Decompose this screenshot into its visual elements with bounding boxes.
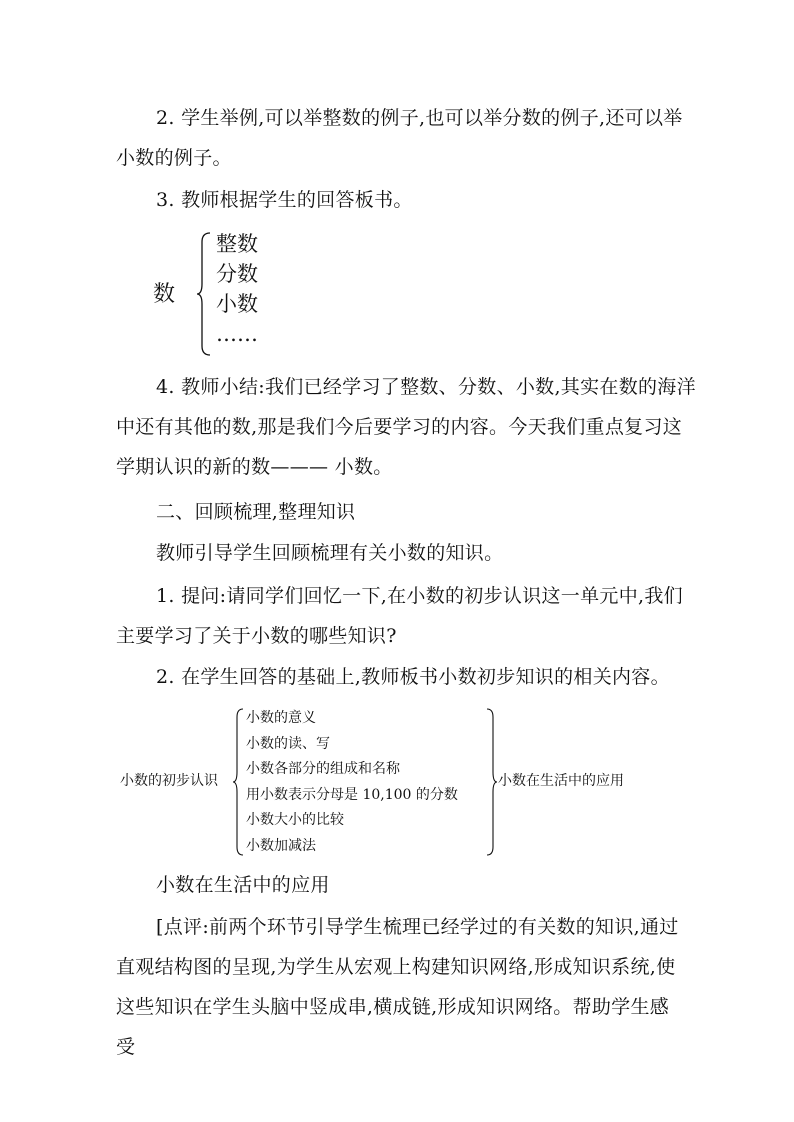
section-heading-review: 二、回顾梳理,整理知识 <box>156 501 356 523</box>
right-brace-2 <box>484 708 498 856</box>
paragraph-question: 1. 提问:请同学们回忆一下,在小数的初步认识这一单元中,我们主要学习了关于小数的哪些知识? <box>116 585 683 647</box>
diagram-item-fraction: 分数 <box>216 262 258 286</box>
left-brace <box>196 232 214 356</box>
diagram2-root-label: 小数的初步认识 <box>120 773 218 789</box>
paragraph-board-content: 2. 在学生回答的基础上,教师板书小数初步知识的相关内容。 <box>156 666 670 688</box>
diagram2-item-composition: 小数各部分的组成和名称 <box>246 761 400 777</box>
paragraph-comment: [点评:前两个环节引导学生梳理已经学过的有关数的知识,通过直观结构图的呈现,为学生从宏观上构建知识网络,形成知识系统,使这些知识在学生头脑中竖成串,横成链,形成知识网络。帮助学生感受 <box>116 916 679 1058</box>
paragraph-teacher-board: 3. 教师根据学生的回答板书。 <box>156 189 413 211</box>
paragraph-guide-review: 教师引导学生回顾梳理有关小数的知识。 <box>156 542 504 564</box>
paragraph-student-examples: 2. 学生举例,可以举整数的例子,也可以举分数的例子,还可以举小数的例子。 <box>116 107 683 169</box>
diagram-item-integer: 整数 <box>216 232 258 256</box>
diagram2-result-label: 小数在生活中的应用 <box>498 773 624 789</box>
diagram2-item-comparison: 小数大小的比较 <box>246 812 344 828</box>
diagram-item-decimal: 小数 <box>216 292 258 316</box>
diagram2-item-fraction-representation: 用小数表示分母是 10,100 的分数 <box>246 786 458 803</box>
diagram2-item-meaning: 小数的意义 <box>246 710 316 726</box>
diagram-item-ellipsis: …… <box>216 322 258 346</box>
paragraph-application: 小数在生活中的应用 <box>156 874 330 896</box>
left-brace-2 <box>232 708 246 856</box>
diagram2-item-read-write: 小数的读、写 <box>246 735 330 752</box>
diagram2-item-add-subtract: 小数加减法 <box>246 837 316 854</box>
paragraph-teacher-summary: 4. 教师小结:我们已经学习了整数、分数、小数,其实在数的海洋中还有其他的数,那是我们今后要学习的内容。今天我们重点复习这学期认识的新的数——— 小数。 <box>116 376 696 478</box>
diagram-root-label: 数 <box>153 282 176 307</box>
